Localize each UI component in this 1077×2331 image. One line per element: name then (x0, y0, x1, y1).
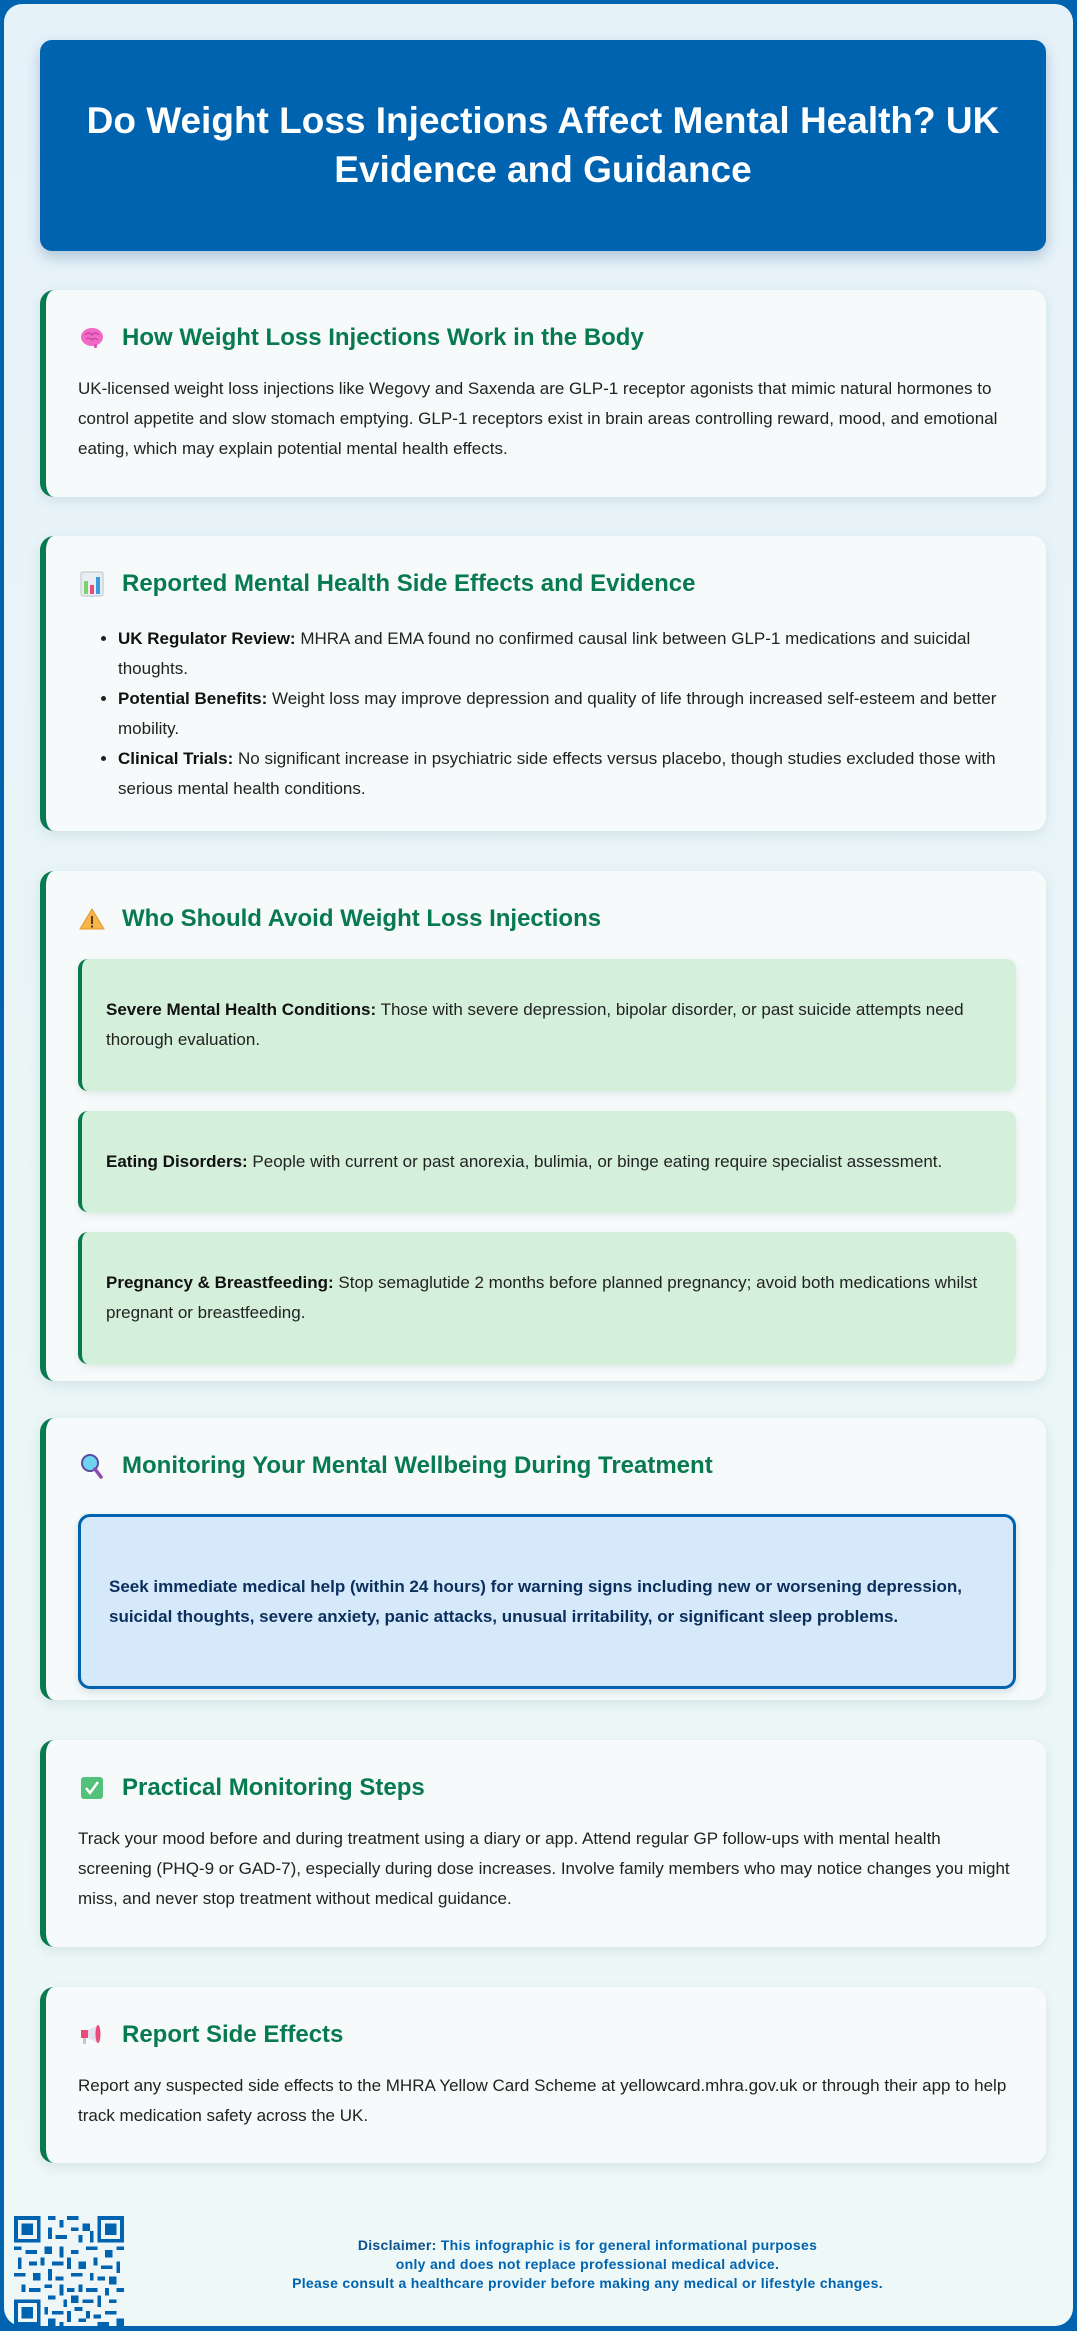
section-title: Who Should Avoid Weight Loss Injections (122, 905, 602, 932)
disclaimer (154, 2236, 1021, 2293)
avoid-item-eating-disorders (78, 1111, 1016, 1212)
page-title: Do Weight Loss Injections Affect Mental Health? UK Evidence and Guidance (86, 100, 1000, 190)
section-body: UK-licensed weight loss injections like Wegovy and Saxenda are GLP-1 receptor agonists that mimic natural hormones to control appetite and slow stomach emptying. GLP-1 receptors exist in brain areas controlling reward, mood, and emotional eating, which may explain potential mental health effects. (78, 379, 998, 458)
section-title: How Weight Loss Injections Work in the Body (122, 324, 644, 351)
item-text: No significant increase in psychiatric side effects versus placebo, though studies excluded those with serious mental health conditions. (118, 749, 996, 798)
disclaimer-line-1: This infographic is for general informational purposes (436, 2237, 818, 2253)
item-label: UK Regulator Review: (118, 629, 296, 648)
infographic-frame (4, 4, 1073, 2326)
item-label: Clinical Trials: (118, 749, 234, 768)
item-text: Weight loss may improve depression and quality of life through increased self-esteem and better mobility. (118, 689, 997, 738)
section-practical-steps (40, 1740, 1046, 1947)
list-item (118, 624, 1016, 684)
title-banner (40, 40, 1046, 251)
section-who-should-avoid (40, 871, 1046, 1381)
section-title: Monitoring Your Mental Wellbeing During Treatment (122, 1452, 713, 1479)
list-item (118, 744, 1016, 804)
disclaimer-label: Disclaimer: (357, 2237, 437, 2253)
section-body: Report any suspected side effects to the MHRA Yellow Card Scheme at yellowcard.mhra.gov.uk or through their app to help track medication safety across the UK. (78, 2076, 1007, 2125)
bar-chart-icon (78, 570, 106, 598)
section-title: Practical Monitoring Steps (122, 1774, 425, 1801)
qr-code[interactable] (14, 2216, 124, 2326)
item-text: Those with severe depression, bipolar disorder, or past suicide attempts need thorough evaluation. (106, 1000, 964, 1049)
section-how-it-works (40, 290, 1046, 497)
section-monitoring-wellbeing (40, 1418, 1046, 1700)
urgent-warning-box (78, 1514, 1016, 1689)
section-title: Report Side Effects (122, 2021, 344, 2048)
section-report-side-effects (40, 1987, 1046, 2163)
footer (4, 2204, 1077, 2324)
disclaimer-line-2: only and does not replace professional medical advice. (395, 2256, 780, 2272)
section-body: Track your mood before and during treatment using a diary or app. Attend regular GP follow-ups with mental health screening (PHQ-9 or GAD-7), especially during dose increases. Involve family members who may notice changes you might miss, and never stop treatment without medical guidance. (78, 1829, 1010, 1908)
list-item (118, 684, 1016, 744)
check-box-icon (78, 1774, 106, 1802)
avoid-item-pregnancy (78, 1232, 1016, 1364)
section-evidence (40, 536, 1046, 831)
item-text: People with current or past anorexia, bulimia, or binge eating require specialist assessment. (247, 1151, 943, 1171)
brain-icon (78, 324, 106, 352)
item-text: Stop semaglutide 2 months before planned pregnancy; avoid both medications whilst pregnant or breastfeeding. (106, 1273, 978, 1322)
section-title: Reported Mental Health Side Effects and Evidence (122, 570, 696, 597)
avoid-item-mental-health (78, 959, 1016, 1091)
warning-text: Seek immediate medical help (within 24 hours) for warning signs including new or worsening depression, suicidal thoughts, severe anxiety, panic attacks, unusual irritability, or significant sleep problems. (109, 1576, 962, 1626)
magnifier-icon (78, 1452, 106, 1480)
evidence-list (78, 624, 1016, 804)
megaphone-icon (78, 2021, 106, 2049)
item-label: Potential Benefits: (118, 689, 268, 708)
disclaimer-line-3: Please consult a healthcare provider before making any medical or lifestyle changes. (292, 2275, 883, 2291)
item-label: Eating Disorders: (106, 1151, 248, 1171)
item-label: Pregnancy & Breastfeeding: (106, 1273, 334, 1292)
warning-icon (78, 905, 106, 933)
item-text: MHRA and EMA found no confirmed causal link between GLP-1 medications and suicidal thoughts. (118, 629, 971, 678)
item-label: Severe Mental Health Conditions: (106, 1000, 377, 1019)
